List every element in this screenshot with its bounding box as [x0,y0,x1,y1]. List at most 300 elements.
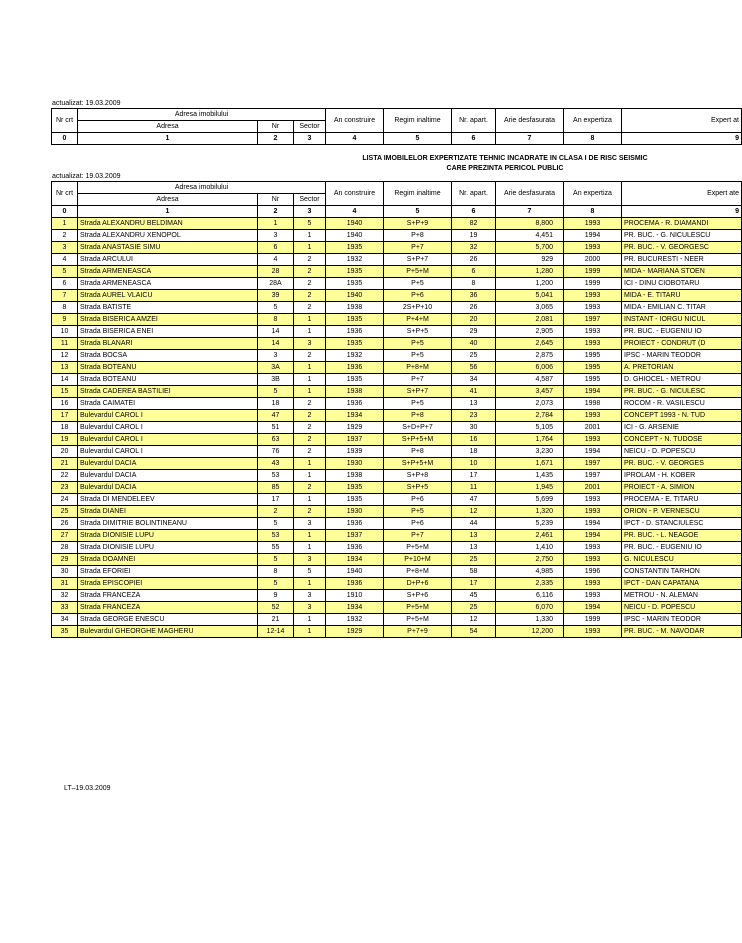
year-built-cell: 1935 [326,374,384,386]
index-cell: 9 [622,206,742,218]
expertise-year-cell: 1993 [564,626,622,638]
nr-cell: 33 [52,602,78,614]
number-cell: 39 [258,290,294,302]
expert-cell: NEICU - D. POPESCU [622,446,742,458]
number-cell: 63 [258,434,294,446]
footer-note: LT–19.03.2009 [64,785,111,792]
height-regime-cell: S+P+9 [384,218,452,230]
area-cell: 5,105 [496,422,564,434]
height-regime-cell: P+8+M [384,566,452,578]
address-cell: Strada FRANCEZA [78,590,258,602]
sector-cell: 2 [294,254,326,266]
nr-cell: 25 [52,506,78,518]
year-built-cell: 1934 [326,554,384,566]
table-row [52,482,742,494]
expert-cell: D. GHIOCEL - METROU [622,374,742,386]
sector-cell: 1 [294,578,326,590]
height-regime-cell: P+5+M [384,614,452,626]
address-cell: Strada BLANARI [78,338,258,350]
index-cell: 3 [294,206,326,218]
area-cell: 1,410 [496,542,564,554]
h2-adresa: Adresa [78,194,258,206]
sector-cell: 2 [294,434,326,446]
nr-cell: 16 [52,398,78,410]
area-cell: 2,905 [496,326,564,338]
address-cell: Strada BOCSA [78,350,258,362]
address-cell: Bulevardul GHEORGHE MAGHERU [78,626,258,638]
expertise-year-cell: 1994 [564,386,622,398]
height-regime-cell: S+P+8 [384,470,452,482]
area-cell: 1,200 [496,278,564,290]
apartments-cell: 25 [452,350,496,362]
year-built-cell: 1938 [326,386,384,398]
expertise-year-cell: 1994 [564,230,622,242]
height-regime-cell: 2S+P+10 [384,302,452,314]
apartments-cell: 19 [452,230,496,242]
expertise-year-cell: 1997 [564,314,622,326]
expert-cell: PROCEMA - E. TITARU [622,494,742,506]
expert-cell: ORION - P. VERNESCU [622,506,742,518]
sector-cell: 2 [294,266,326,278]
year-built-cell: 1935 [326,266,384,278]
index-cell: 5 [384,206,452,218]
index-cell: 2 [258,206,294,218]
table-row [52,338,742,350]
sector-cell: 1 [294,326,326,338]
index-cell: 8 [564,206,622,218]
apartments-cell: 44 [452,518,496,530]
expertise-year-cell: 1995 [564,374,622,386]
expertise-year-cell: 2001 [564,422,622,434]
nr-cell: 12 [52,350,78,362]
sector-cell: 1 [294,626,326,638]
sector-cell: 2 [294,422,326,434]
number-cell: 3 [258,350,294,362]
table-row [52,494,742,506]
year-built-cell: 1936 [326,362,384,374]
number-cell: 21 [258,614,294,626]
index-cell: 7 [496,206,564,218]
h2-adresa-imobil: Adresa imobilului [78,182,326,194]
apartments-cell: 41 [452,386,496,398]
expert-cell: METROU - N. ALEMAN [622,590,742,602]
year-built-cell: 1936 [326,518,384,530]
expert-cell: PR. BUC. - EUGENIU IO [622,542,742,554]
apartments-cell: 25 [452,554,496,566]
expertise-year-cell: 1993 [564,506,622,518]
number-cell: 51 [258,422,294,434]
expertise-year-cell: 1999 [564,278,622,290]
area-cell: 2,081 [496,314,564,326]
year-built-cell: 1939 [326,446,384,458]
apartments-cell: 20 [452,314,496,326]
year-built-cell: 1935 [326,242,384,254]
number-cell: 5 [258,386,294,398]
nr-cell: 35 [52,626,78,638]
expert-cell: MIDA - E. TITARU [622,290,742,302]
expert-cell: IPSC - MARIN TEODOR [622,350,742,362]
number-cell: 12-14 [258,626,294,638]
sector-cell: 5 [294,566,326,578]
number-cell: 2 [258,506,294,518]
number-cell: 6 [258,242,294,254]
table-row [52,602,742,614]
nr-cell: 7 [52,290,78,302]
apartments-cell: 36 [452,290,496,302]
index-cell: 1 [78,206,258,218]
height-regime-cell: P+7+9 [384,626,452,638]
number-cell: 5 [258,518,294,530]
apartments-cell: 6 [452,266,496,278]
h1-nr2: Nr [258,121,294,133]
number-cell: 47 [258,410,294,422]
nr-cell: 29 [52,554,78,566]
address-cell: Strada DIONISIE LUPU [78,530,258,542]
address-cell: Strada DIMITRIE BOLINTINEANU [78,518,258,530]
sector-cell: 1 [294,386,326,398]
year-built-cell: 1940 [326,290,384,302]
year-built-cell: 1932 [326,350,384,362]
year-built-cell: 1935 [326,494,384,506]
nr-cell: 18 [52,422,78,434]
h2-an: An construire [326,182,384,206]
address-cell: Bulevardul DACIA [78,458,258,470]
index-cell: 0 [52,206,78,218]
expertise-year-cell: 1995 [564,362,622,374]
sector-cell: 1 [294,614,326,626]
nr-cell: 22 [52,470,78,482]
top-update-note: actualizat: 19.03.2009 [52,100,121,107]
table-row [52,314,742,326]
area-cell: 6,116 [496,590,564,602]
area-cell: 1,320 [496,506,564,518]
year-built-cell: 1938 [326,470,384,482]
table-row [52,470,742,482]
sector-cell: 2 [294,302,326,314]
expertise-year-cell: 1995 [564,350,622,362]
apartments-cell: 13 [452,398,496,410]
index-cell: 9 [622,133,742,145]
year-built-cell: 1940 [326,218,384,230]
apartments-cell: 58 [452,566,496,578]
address-cell: Strada DIANEI [78,506,258,518]
apartments-cell: 40 [452,338,496,350]
area-cell: 4,985 [496,566,564,578]
expert-cell: CONCEPT - N. TUDOSE [622,434,742,446]
height-regime-cell: P+7 [384,530,452,542]
expertise-year-cell: 1994 [564,446,622,458]
area-cell: 5,699 [496,494,564,506]
expertise-year-cell: 2001 [564,482,622,494]
nr-cell: 8 [52,302,78,314]
index-cell: 7 [496,133,564,145]
h1-apart: Nr. apart. [452,109,496,133]
year-built-cell: 1932 [326,254,384,266]
apartments-cell: 16 [452,434,496,446]
area-cell: 3,230 [496,446,564,458]
area-cell: 12,200 [496,626,564,638]
number-cell: 8 [258,566,294,578]
area-cell: 2,073 [496,398,564,410]
number-cell: 4 [258,254,294,266]
index-cell: 5 [384,133,452,145]
sector-cell: 3 [294,338,326,350]
sector-cell: 2 [294,290,326,302]
address-cell: Strada BOTEANU [78,362,258,374]
area-cell: 3,065 [496,302,564,314]
table-row [52,278,742,290]
area-cell: 1,671 [496,458,564,470]
apartments-cell: 13 [452,542,496,554]
area-cell: 1,280 [496,266,564,278]
expert-cell: PROCEMA - R. DIAMANDI [622,218,742,230]
height-regime-cell: S+P+5 [384,482,452,494]
expert-cell: ROCOM - R. VASILESCU [622,398,742,410]
height-regime-cell: P+7 [384,242,452,254]
number-cell: 28 [258,266,294,278]
height-regime-cell: P+5+M [384,266,452,278]
year-built-cell: 1940 [326,230,384,242]
h1-expert: Expert at [622,109,742,133]
area-cell: 6,070 [496,602,564,614]
index-cell: 1 [78,133,258,145]
number-cell: 28A [258,278,294,290]
address-cell: Strada DIONISIE LUPU [78,542,258,554]
expertise-year-cell: 1993 [564,242,622,254]
address-cell: Strada BATISTE [78,302,258,314]
nr-cell: 30 [52,566,78,578]
area-cell: 2,461 [496,530,564,542]
address-cell: Strada FRANCEZA [78,602,258,614]
area-cell: 1,435 [496,470,564,482]
expert-cell: PROIECT - A. SIMION [622,482,742,494]
table-row [52,386,742,398]
apartments-cell: 29 [452,326,496,338]
sector-cell: 3 [294,590,326,602]
table-row [52,542,742,554]
table-row [52,446,742,458]
year-built-cell: 1929 [326,626,384,638]
index-cell: 8 [564,133,622,145]
address-cell: Strada GEORGE ENESCU [78,614,258,626]
apartments-cell: 12 [452,614,496,626]
year-built-cell: 1938 [326,302,384,314]
table-row [52,266,742,278]
nr-cell: 6 [52,278,78,290]
sector-cell: 2 [294,482,326,494]
expert-cell: MIDA - EMILIAN C. TITAR [622,302,742,314]
table-row [52,254,742,266]
expert-cell: INSTANT - IORGU NICUL [622,314,742,326]
h2-an-exp: An expertiza [564,182,622,206]
table-row [52,614,742,626]
address-cell: Strada BISERICA ENEI [78,326,258,338]
area-cell: 1,330 [496,614,564,626]
address-cell: Strada CADEREA BASTILIEI [78,386,258,398]
apartments-cell: 8 [452,278,496,290]
address-cell: Strada DOAMNEI [78,554,258,566]
apartments-cell: 47 [452,494,496,506]
number-cell: 5 [258,578,294,590]
sector-cell: 3 [294,602,326,614]
index-cell: 4 [326,133,384,145]
apartments-cell: 10 [452,458,496,470]
number-cell: 3 [258,230,294,242]
table-row [52,350,742,362]
expert-cell: IPCT - D. STANCIULESC [622,518,742,530]
expert-cell: IPSC - MARIN TEODOR [622,614,742,626]
height-regime-cell: P+5 [384,398,452,410]
apartments-cell: 12 [452,506,496,518]
sector-cell: 2 [294,506,326,518]
area-cell: 3,457 [496,386,564,398]
apartments-cell: 26 [452,254,496,266]
list-title [0,154,728,174]
sector-cell: 1 [294,242,326,254]
area-cell: 8,800 [496,218,564,230]
address-cell: Strada DI MENDELEEV [78,494,258,506]
h2-regim: Regim inaltime [384,182,452,206]
second-update-note: actualizat: 19.03.2009 [52,173,121,180]
table-row [52,554,742,566]
expert-cell: ICI - G. ARSENIE [622,422,742,434]
year-built-cell: 1934 [326,410,384,422]
year-built-cell: 1934 [326,602,384,614]
nr-cell: 28 [52,542,78,554]
year-built-cell: 1936 [326,326,384,338]
expert-cell: G. NICULESCU [622,554,742,566]
area-cell: 2,335 [496,578,564,590]
nr-cell: 24 [52,494,78,506]
apartments-cell: 25 [452,602,496,614]
number-cell: 5 [258,554,294,566]
address-cell: Strada ALEXANDRU BELDIMAN [78,218,258,230]
sector-cell: 2 [294,278,326,290]
nr-cell: 19 [52,434,78,446]
nr-cell: 32 [52,590,78,602]
address-cell: Strada ALEXANDRU XENOPOL [78,230,258,242]
apartments-cell: 56 [452,362,496,374]
expert-cell: A. PRETORIAN [622,362,742,374]
number-cell: 52 [258,602,294,614]
area-cell: 1,764 [496,434,564,446]
address-cell: Strada EFORIEI [78,566,258,578]
apartments-cell: 11 [452,482,496,494]
height-regime-cell: P+5 [384,338,452,350]
expertise-year-cell: 1998 [564,398,622,410]
address-cell: Bulevardul CAROL I [78,410,258,422]
area-cell: 2,875 [496,350,564,362]
address-cell: Bulevardul CAROL I [78,422,258,434]
address-cell: Bulevardul CAROL I [78,434,258,446]
area-cell: 6,006 [496,362,564,374]
expertise-year-cell: 1997 [564,470,622,482]
table-row [52,506,742,518]
height-regime-cell: S+P+5+M [384,434,452,446]
table-row [52,326,742,338]
header-table [51,108,742,145]
number-cell: 14 [258,326,294,338]
expertise-year-cell: 1994 [564,518,622,530]
h1-an-exp: An expertiza [564,109,622,133]
year-built-cell: 1929 [326,422,384,434]
height-regime-cell: P+5+M [384,602,452,614]
sector-cell: 1 [294,530,326,542]
table-row [52,626,742,638]
nr-cell: 34 [52,614,78,626]
height-regime-cell: P+8 [384,446,452,458]
sector-cell: 5 [294,218,326,230]
h1-sector: Sector [294,121,326,133]
h2-sector: Sector [294,194,326,206]
height-regime-cell: P+10+M [384,554,452,566]
table-row [52,422,742,434]
height-regime-cell: S+P+6 [384,590,452,602]
nr-cell: 17 [52,410,78,422]
expert-cell: CONCEPT 1993 - N. TUD [622,410,742,422]
area-cell: 4,587 [496,374,564,386]
year-built-cell: 1935 [326,278,384,290]
nr-cell: 26 [52,518,78,530]
index-cell: 2 [258,133,294,145]
address-cell: Strada CAIMATEI [78,398,258,410]
nr-cell: 5 [52,266,78,278]
nr-cell: 4 [52,254,78,266]
sector-cell: 1 [294,494,326,506]
year-built-cell: 1937 [326,530,384,542]
height-regime-cell: S+P+7 [384,254,452,266]
title-line2: CARE PREZINTA PERICOL PUBLIC [446,165,564,172]
table-row [52,302,742,314]
expertise-year-cell: 2000 [564,254,622,266]
table-row [52,398,742,410]
expert-cell: PR. BUC. - V. GEORGES [622,458,742,470]
h1-nr: Nr crt [52,109,78,133]
table-row [52,566,742,578]
table-row [52,410,742,422]
address-cell: Strada BOTEANU [78,374,258,386]
expertise-year-cell: 1993 [564,410,622,422]
number-cell: 53 [258,470,294,482]
apartments-cell: 17 [452,470,496,482]
area-cell: 2,784 [496,410,564,422]
apartments-cell: 82 [452,218,496,230]
height-regime-cell: P+4+M [384,314,452,326]
nr-cell: 14 [52,374,78,386]
sector-cell: 3 [294,554,326,566]
nr-cell: 23 [52,482,78,494]
h1-regim: Regim inaltime [384,109,452,133]
address-cell: Strada ARMENEASCA [78,266,258,278]
nr-cell: 31 [52,578,78,590]
sector-cell: 2 [294,398,326,410]
height-regime-cell: S+D+P+7 [384,422,452,434]
table-row [52,458,742,470]
nr-cell: 11 [52,338,78,350]
height-regime-cell: S+P+5 [384,326,452,338]
nr-cell: 13 [52,362,78,374]
area-cell: 2,645 [496,338,564,350]
year-built-cell: 1935 [326,314,384,326]
height-regime-cell: P+5 [384,278,452,290]
expertise-year-cell: 1993 [564,218,622,230]
area-cell: 5,700 [496,242,564,254]
expertise-year-cell: 1996 [564,566,622,578]
year-built-cell: 1935 [326,482,384,494]
nr-cell: 10 [52,326,78,338]
height-regime-cell: S+P+5+M [384,458,452,470]
address-cell: Strada EPISCOPIEI [78,578,258,590]
